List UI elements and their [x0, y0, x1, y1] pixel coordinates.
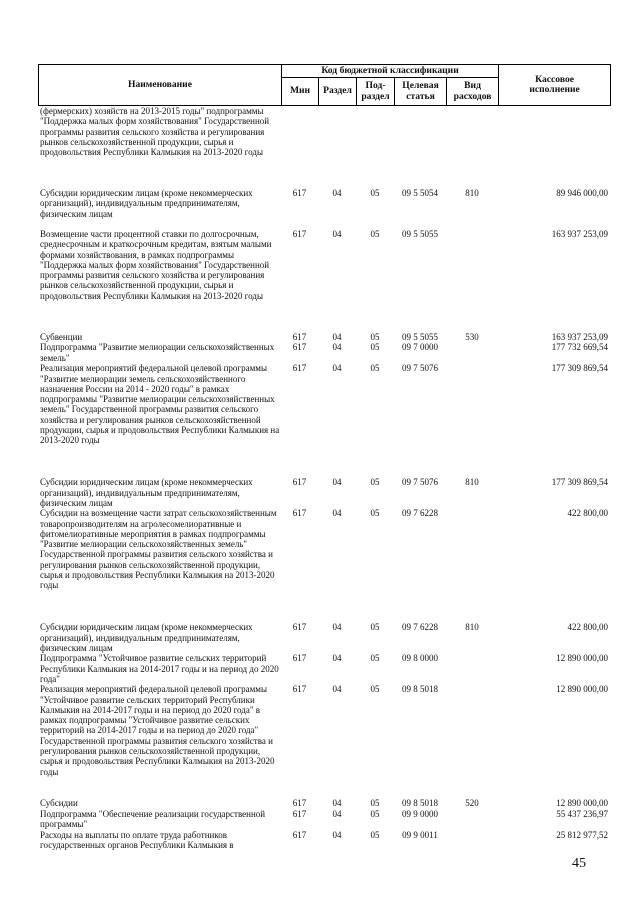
row-razdel: 04 [332, 653, 342, 664]
row-podrazdel: 05 [370, 829, 380, 840]
row-name: Реализация мероприятий федеральной целевой программы "Развитие мелиорации земель сельскохозяйственного назначения России на 2014 - 2020 годы" в рамках подпрограммы "Развитие мелиорации сельскохозяйственных земель" Государственной программы развития сельского хозяйства и регулирования рынков сельскохозяйственной продукции, сырья и продовольствия Республики Калмыкия на 2013-2020 годы [40, 363, 280, 446]
row-amount: 55 437 236,97 [556, 808, 608, 819]
row-vid [446, 830, 498, 851]
row-razdel: 04 [332, 508, 342, 519]
header-podrazdel: Под- раздел [357, 78, 395, 106]
row-vid: 810 [465, 477, 479, 488]
row-vid [446, 229, 498, 332]
row-min: 617 [292, 508, 307, 519]
page-number: 45 [572, 856, 586, 871]
row-amount: 163 937 253,09 [551, 332, 608, 342]
row-amount [498, 106, 610, 188]
row-min: 617 [292, 622, 307, 633]
header-min: Мин [282, 78, 319, 106]
row-min: 617 [292, 798, 307, 809]
row-min: 617 [292, 653, 307, 664]
row-razdel: 04 [332, 342, 342, 353]
header-razdel: Раздел [319, 78, 357, 106]
row-target: 09 7 5076 [402, 363, 438, 374]
row-vid: 530 [465, 332, 479, 342]
row-vid [446, 653, 498, 684]
row-razdel: 04 [332, 188, 342, 198]
row-razdel: 04 [332, 363, 342, 374]
row-target: 09 5 5054 [402, 188, 438, 198]
row-target: 09 8 0000 [402, 653, 438, 664]
row-target: 09 9 0000 [402, 808, 438, 819]
row-razdel: 04 [332, 229, 342, 239]
row-razdel [318, 106, 356, 188]
row-razdel: 04 [332, 684, 342, 695]
table-row [38, 477, 610, 508]
row-amount: 12 890 000,00 [556, 798, 608, 809]
header-target: Целевая статья [395, 78, 447, 106]
row-amount: 177 732 669,54 [551, 342, 608, 353]
row-target: 09 9 0011 [402, 829, 438, 840]
row-name: Субсидии [40, 798, 78, 809]
row-vid [446, 684, 498, 798]
row-min: 617 [292, 829, 307, 840]
row-razdel: 04 [332, 622, 342, 633]
row-target: 09 8 5018 [402, 684, 438, 695]
row-target: 09 7 5076 [402, 477, 438, 488]
row-name: Возмещение части процентной ставки по долгосрочным, среднесрочным и краткосрочным кредитам, взятым малыми формами хозяйствования, в рамках подпрограммы "Поддержка малых форм хозяйствования" Государственной программы развития сельского хозяйства и регулирования рынков сельскохозяйственной продукции, сырья и продовольствия Республики Калмыкия на 2013-2020 годы [40, 229, 272, 301]
row-vid [446, 508, 498, 622]
table-row [38, 332, 610, 342]
row-min: 617 [292, 363, 307, 374]
row-razdel: 04 [332, 332, 342, 342]
table-row [38, 363, 610, 477]
row-min: 617 [292, 684, 307, 695]
row-podrazdel: 05 [370, 808, 380, 819]
table-row [38, 684, 610, 798]
table-row [38, 106, 610, 188]
row-podrazdel: 05 [370, 684, 380, 695]
row-amount: 422 800,00 [567, 622, 608, 633]
row-vid [446, 363, 498, 477]
header-name: Наименование [39, 65, 282, 106]
row-vid: 810 [465, 622, 479, 633]
row-name: Субсидии юридическим лицам (кроме некоммерческих организаций), индивидуальным предпринимателям, физическим лицам [40, 477, 253, 508]
row-podrazdel: 05 [370, 622, 380, 633]
row-min: 617 [292, 229, 307, 239]
row-target [394, 106, 446, 188]
row-vid [446, 809, 498, 830]
row-min [281, 106, 318, 188]
row-name: Подпрограмма "Устойчивое развитие сельских территорий Республики Калмыкия на 2014-2017 годы и на период до 2020 года" [40, 653, 279, 684]
table-row [38, 798, 610, 808]
row-name: Реализация мероприятий федеральной целевой программы "Устойчивое развитие сельских территорий Республики Калмыкия на 2014-2017 годы и на период до 2020 года" в рамках подпрограммы "Устойчивое развитие сельских территорий на 2014-2017 годы и на период до 2020 года" Государственной программы развития сельского хозяйства и регулирования рынков сельскохозяйственной продукции, сырья и продовольствия Республики Калмыкия на 2013-2020 годы [40, 684, 275, 777]
row-target: 09 5 5055 [402, 229, 438, 239]
row-min: 617 [292, 188, 307, 198]
header-kassa: Кассовое исполнение [499, 65, 611, 106]
table-row [38, 508, 610, 622]
table-row [38, 229, 610, 332]
row-razdel: 04 [332, 808, 342, 819]
row-vid [446, 106, 498, 188]
row-name: Расходы на выплаты по оплате труда работников государственных органов Республики Калмыкия в [40, 829, 234, 850]
row-podrazdel: 05 [370, 188, 380, 198]
row-target: 09 7 6228 [402, 508, 438, 519]
row-amount: 422 800,00 [567, 508, 608, 519]
row-amount: 89 946 000,00 [556, 188, 608, 198]
table-row [38, 809, 610, 830]
row-min: 617 [292, 808, 307, 819]
row-podrazdel: 05 [370, 363, 380, 374]
row-razdel: 04 [332, 829, 342, 840]
row-target: 09 8 5018 [402, 798, 438, 809]
row-name: Субвенции [40, 332, 83, 342]
row-razdel: 04 [332, 477, 342, 488]
row-vid: 520 [465, 798, 479, 809]
row-podrazdel: 05 [370, 508, 380, 519]
row-min: 617 [292, 332, 307, 342]
row-target: 09 5 5055 [402, 332, 438, 342]
row-amount: 12 890 000,00 [556, 684, 608, 695]
row-podrazdel: 05 [370, 477, 380, 488]
row-podrazdel [356, 106, 394, 188]
table-row [38, 342, 610, 363]
row-amount: 12 890 000,00 [556, 653, 608, 664]
row-name: Субсидии юридическим лицам (кроме некоммерческих организаций), индивидуальным предпринимателям, физическим лицам [40, 622, 253, 653]
row-name: Подпрограмма "Обеспечение реализации государственной программы" [40, 808, 266, 829]
row-amount: 163 937 253,09 [551, 229, 608, 239]
table-row [38, 653, 610, 684]
row-podrazdel: 05 [370, 798, 380, 809]
row-amount: 25 812 977,52 [556, 829, 608, 840]
row-target: 09 7 6228 [402, 622, 438, 633]
row-target: 09 7 0000 [402, 342, 438, 353]
row-podrazdel: 05 [370, 229, 380, 239]
table-row [38, 830, 610, 851]
row-amount: 177 309 869,54 [551, 477, 608, 488]
row-name: Субсидии юридическим лицам (кроме некоммерческих организаций), индивидуальным предпринимателям, физическим лицам [40, 188, 253, 219]
row-vid [446, 342, 498, 363]
row-podrazdel: 05 [370, 342, 380, 353]
row-podrazdel: 05 [370, 653, 380, 664]
row-min: 617 [292, 477, 307, 488]
row-min: 617 [292, 342, 307, 353]
row-podrazdel: 05 [370, 332, 380, 342]
header-code-group: Код бюджетной классификации [282, 65, 499, 78]
row-name: Субсидии на возмещение части затрат сельскохозяйственным товаропроизводителям на агролесомелиоративные и фитомелиоративные мероприятия в рамках подпрограммы "Развитие мелиорации сельскохозяйственных земель" Государственной программы развития сельского хозяйства и регулирования рынков сельскохозяйственной продукции, сырья и продовольствия Республики Калмыкия на 2013-2020 годы [40, 508, 277, 591]
row-amount: 177 309 869,54 [551, 363, 608, 374]
row-razdel: 04 [332, 798, 342, 809]
row-name: Подпрограмма "Развитие мелиорации сельскохозяйственных земель" [40, 342, 275, 363]
row-name: (фермерских) хозяйств на 2013-2015 годы" подпрограммы "Поддержка малых форм хозяйствования" Государственной программы развития сельского хозяйства и регулирования рынков сельскохозяйственной продукции, сырья и продовольствия Республики Калмыкия на 2013-2020 годы [40, 106, 270, 158]
header-vid: Вид расходов [447, 78, 499, 106]
row-vid: 810 [465, 188, 479, 198]
table-row [38, 622, 610, 653]
table-header [38, 64, 611, 106]
table-body [38, 106, 610, 850]
table-row [38, 188, 610, 229]
